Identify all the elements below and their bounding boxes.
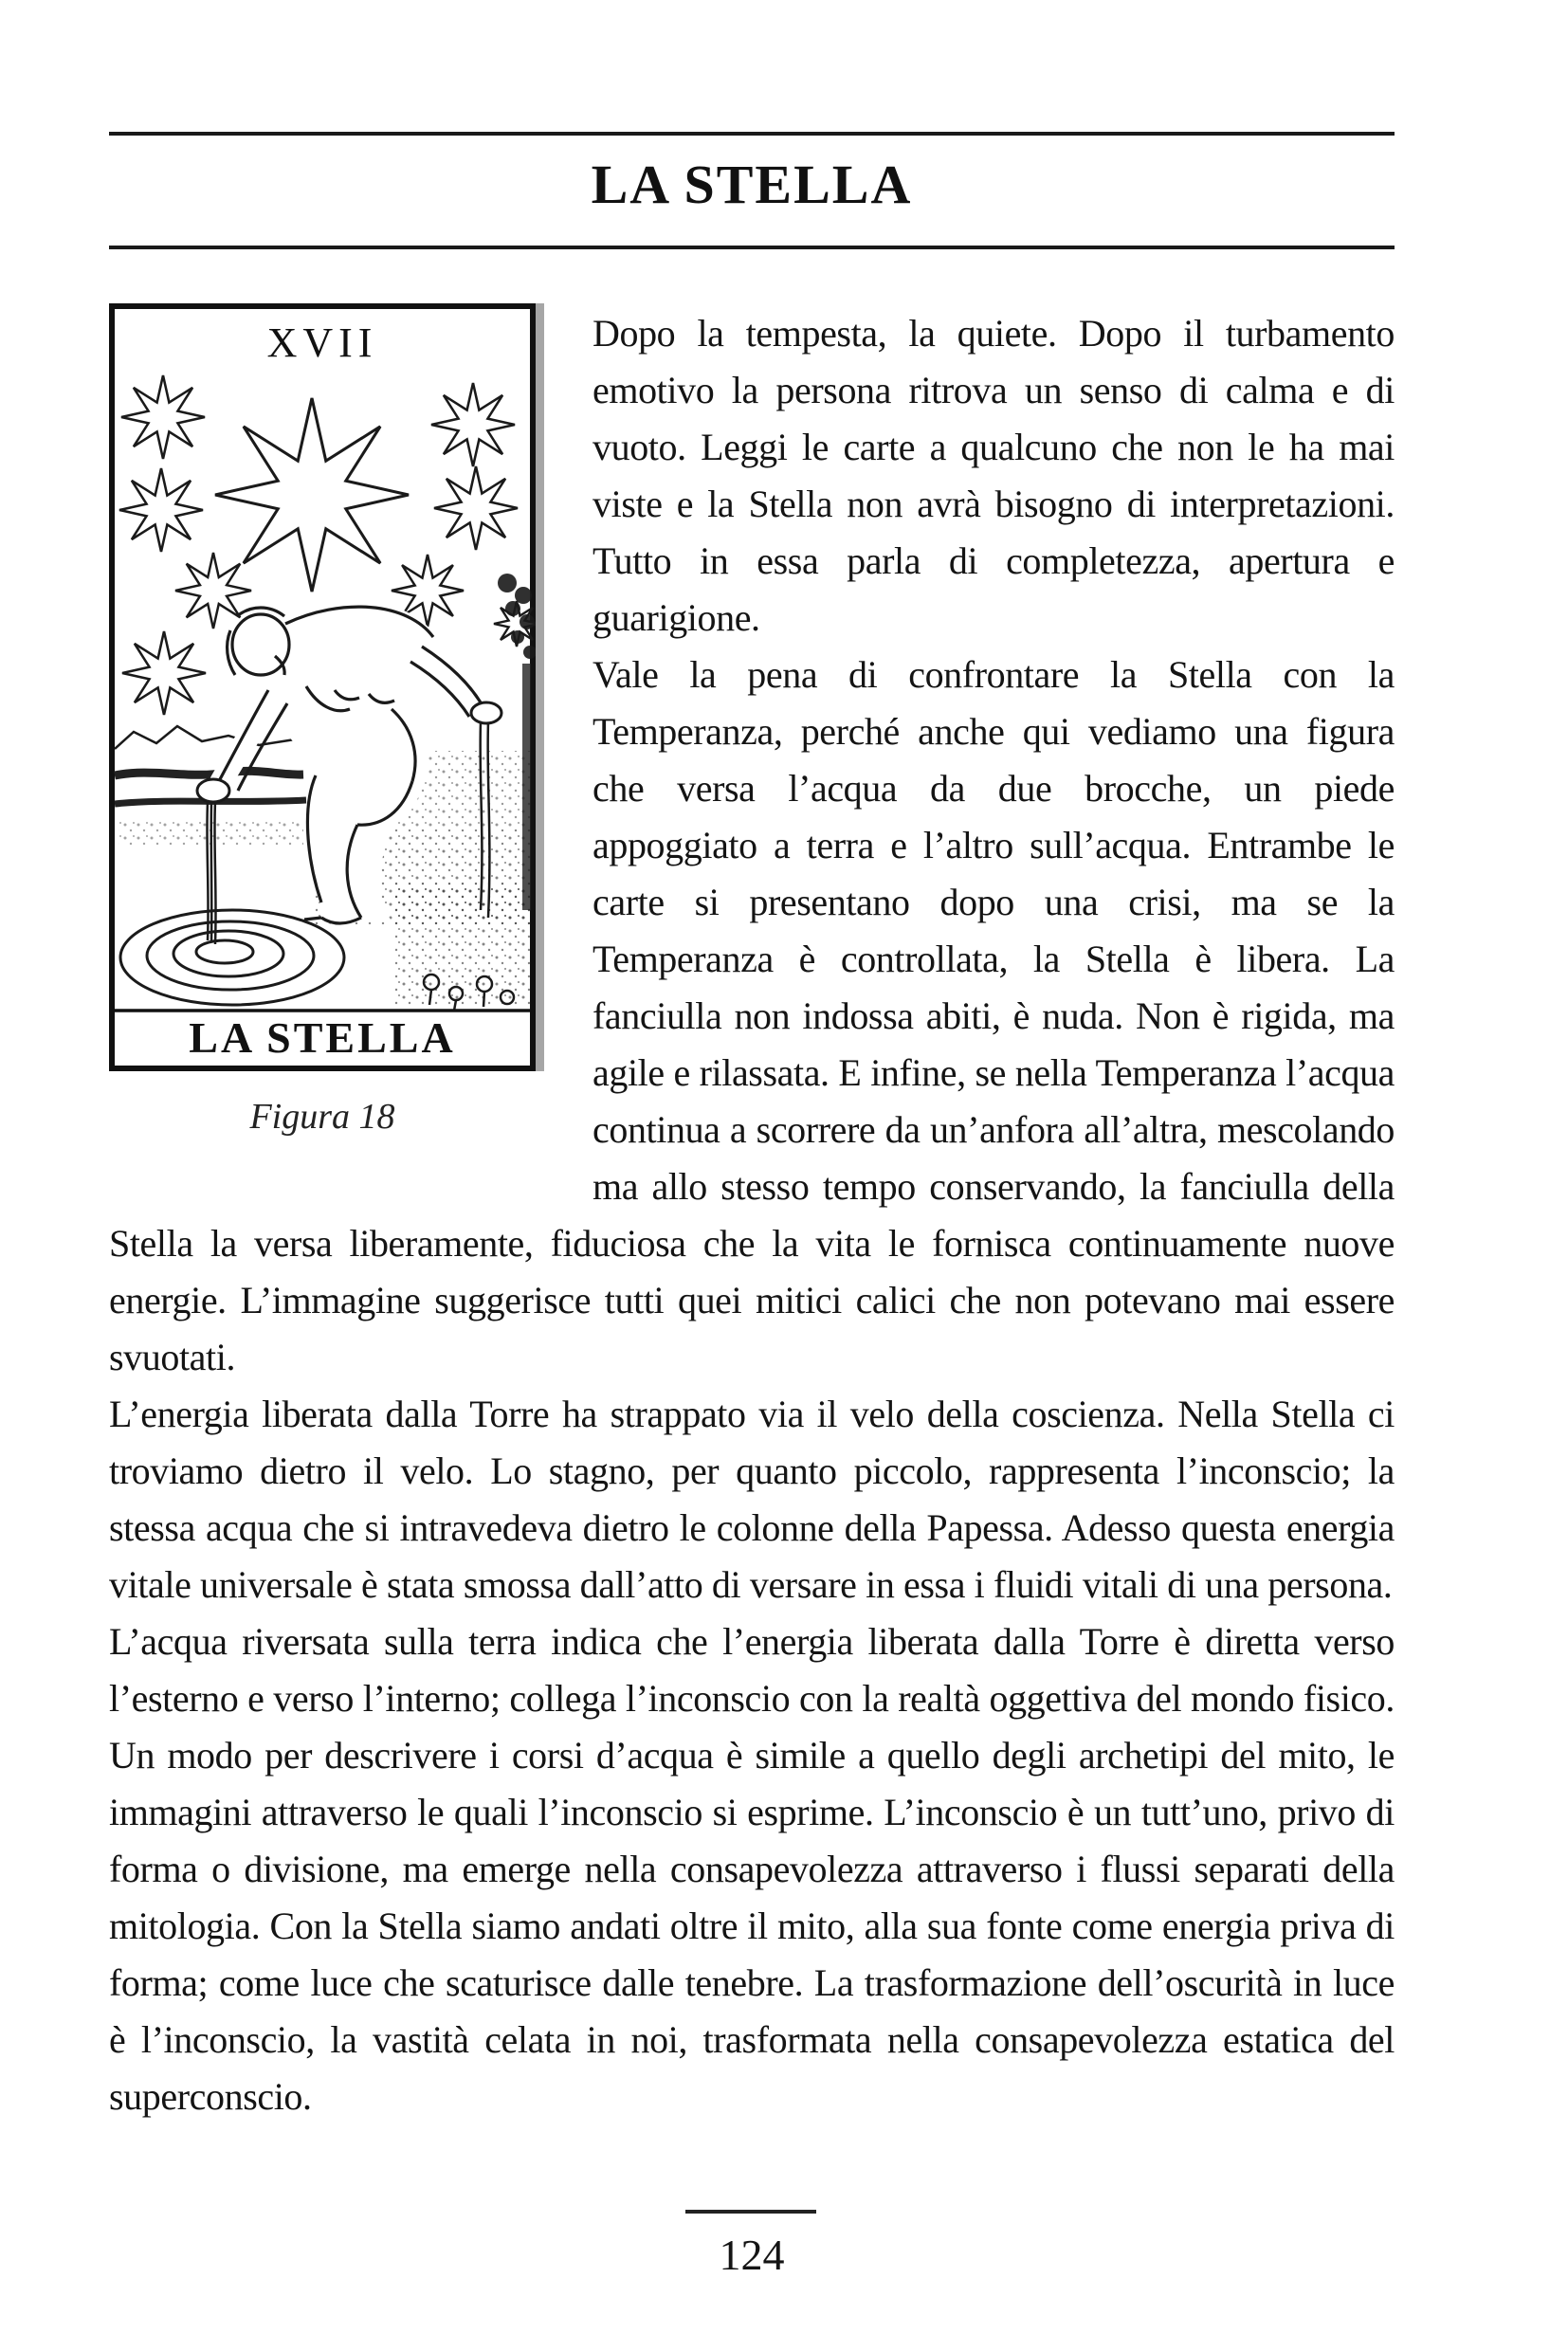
pool-ripples: [120, 910, 344, 1005]
page-title: LA STELLA: [591, 154, 913, 215]
page-number: 124: [719, 2231, 785, 2279]
small-star-icon: [431, 383, 515, 466]
card-numeral: XVII: [266, 319, 378, 366]
small-star-icon: [175, 553, 251, 629]
small-star-icon: [119, 468, 203, 552]
card-title: LA STELLA: [189, 1013, 456, 1062]
figure-caption: Figura 18: [249, 1097, 395, 1137]
body-paragraph-1: Dopo la tempesta, la quiete. Dopo il turbamento emotivo la persona ritrova un senso di calma e di vuoto. Leggi le carte a qualcuno che non le ha mai viste e la Stella non avrà bisogno di interpretazioni. Tutto in essa parla di completezza, apertura e guarigione.: [593, 312, 1395, 639]
body-paragraph-2: Vale la pena di confrontare la Stella con la Temperanza, perché anche qui vediamo una figura che versa l’acqua da due brocche, un piede appoggiato a terra e l’altro sull’acqua. Entrambe le carte si presentano dopo una crisi, ma se la Temperanza è controllata, la Stella è libera. La fanciulla non indossa abiti, è nuda. Non è rigida, ma agile e rilassata. E infine, se nella Temperanza l’acqua continua a scorrere da un’anfora all’altra, mescolando ma allo stesso tempo conservando, la fanciulla della Stella la versa liberamente, fiduciosa che la vita le fornisca continuamente nuove energie. L’immagine suggerisce tutti quei mitici calici che non potevano mai essere svuotati.: [109, 653, 1395, 1378]
body-paragraph-4: L’acqua riversata sulla terra indica che l’energia liberata dalla Torre è diretta verso l’esterno e verso l’interno; collega l’inconscio con la realtà oggettiva del mondo fisico. Un modo per descrivere i corsi d’acqua è simile a quello degli archetipi del mito, le immagini attraverso le quali l’inconscio si esprime. L’inconscio è un tutt’uno, privo di forma o divisione, ma emerge nella consapevolezza attraverso i flussi separati della mitologia. Con la Stella siamo andati oltre il mito, alla sua fonte come energia priva di forma; come luce che scaturisce dalle tenebre. La trasformazione dell’oscurità in luce è l’inconscio, la vastità celata in noi, trasformata nella consapevolezza estatica del superconscio.: [109, 1620, 1395, 2118]
tarot-card-figure: [109, 305, 539, 1215]
small-star-icon: [434, 466, 518, 550]
chapter-body: [109, 305, 1395, 2125]
small-star-icon: [122, 631, 206, 715]
large-eight-pointed-star-icon: [215, 398, 409, 592]
footer-rule: [685, 2210, 816, 2214]
body-paragraph-3: L’energia liberata dalla Torre ha strappato via il velo della coscienza. Nella Stella ci troviamo dietro il velo. Lo stagno, per quanto piccolo, rappresenta l’inconscio; la stessa acqua che si intravedeva dietro le colonne della Papessa. Adesso questa energia vitale universale è stata smossa dall’atto di versare in essa i fluidi vitali di una persona.: [109, 1393, 1395, 1606]
header-rule-bottom: [109, 246, 1395, 249]
small-star-icon: [121, 375, 205, 459]
header-rule-top: [109, 132, 1395, 136]
tarot-card-illustration: [109, 303, 536, 1071]
